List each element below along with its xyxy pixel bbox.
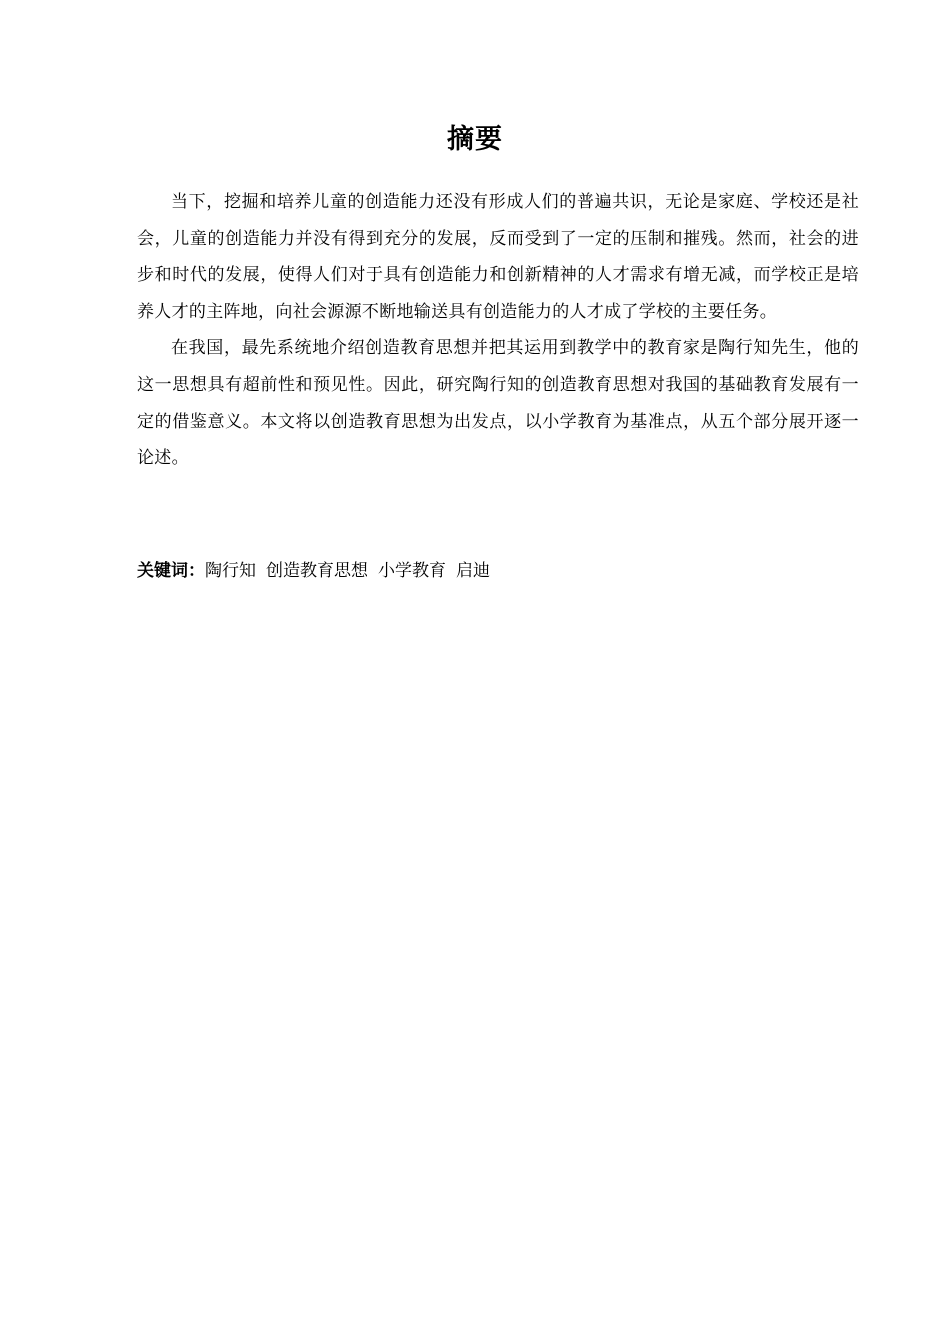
keyword-item: 启迪	[456, 561, 490, 581]
keyword-item: 小学教育	[378, 561, 446, 581]
keyword-item: 创造教育思想	[266, 561, 368, 581]
keyword-item: 陶行知	[205, 561, 256, 581]
keywords-label: 关键词：	[137, 561, 205, 581]
page-title: 摘要	[447, 124, 503, 155]
abstract-body	[137, 184, 859, 477]
abstract-paragraph-1: 当下，挖掘和培养儿童的创造能力还没有形成人们的普遍共识，无论是家庭、学校还是社会，儿童的创造能力并没有得到充分的发展，反而受到了一定的压制和摧残。然而，社会的进步和时代的发展，使得人们对于具有创造能力和创新精神的人才需求有增无减，而学校正是培养人才的主阵地，向社会源源不断地输送具有创造能力的人才成了学校的主要任务。	[137, 192, 859, 322]
abstract-paragraph-2: 在我国，最先系统地介绍创造教育思想并把其运用到教学中的教育家是陶行知先生，他的这一思想具有超前性和预见性。因此，研究陶行知的创造教育思想对我国的基础教育发展有一定的借鉴意义。本文将以创造教育思想为出发点，以小学教育为基准点，从五个部分展开逐一论述。	[137, 338, 859, 469]
keywords-line	[137, 556, 859, 586]
